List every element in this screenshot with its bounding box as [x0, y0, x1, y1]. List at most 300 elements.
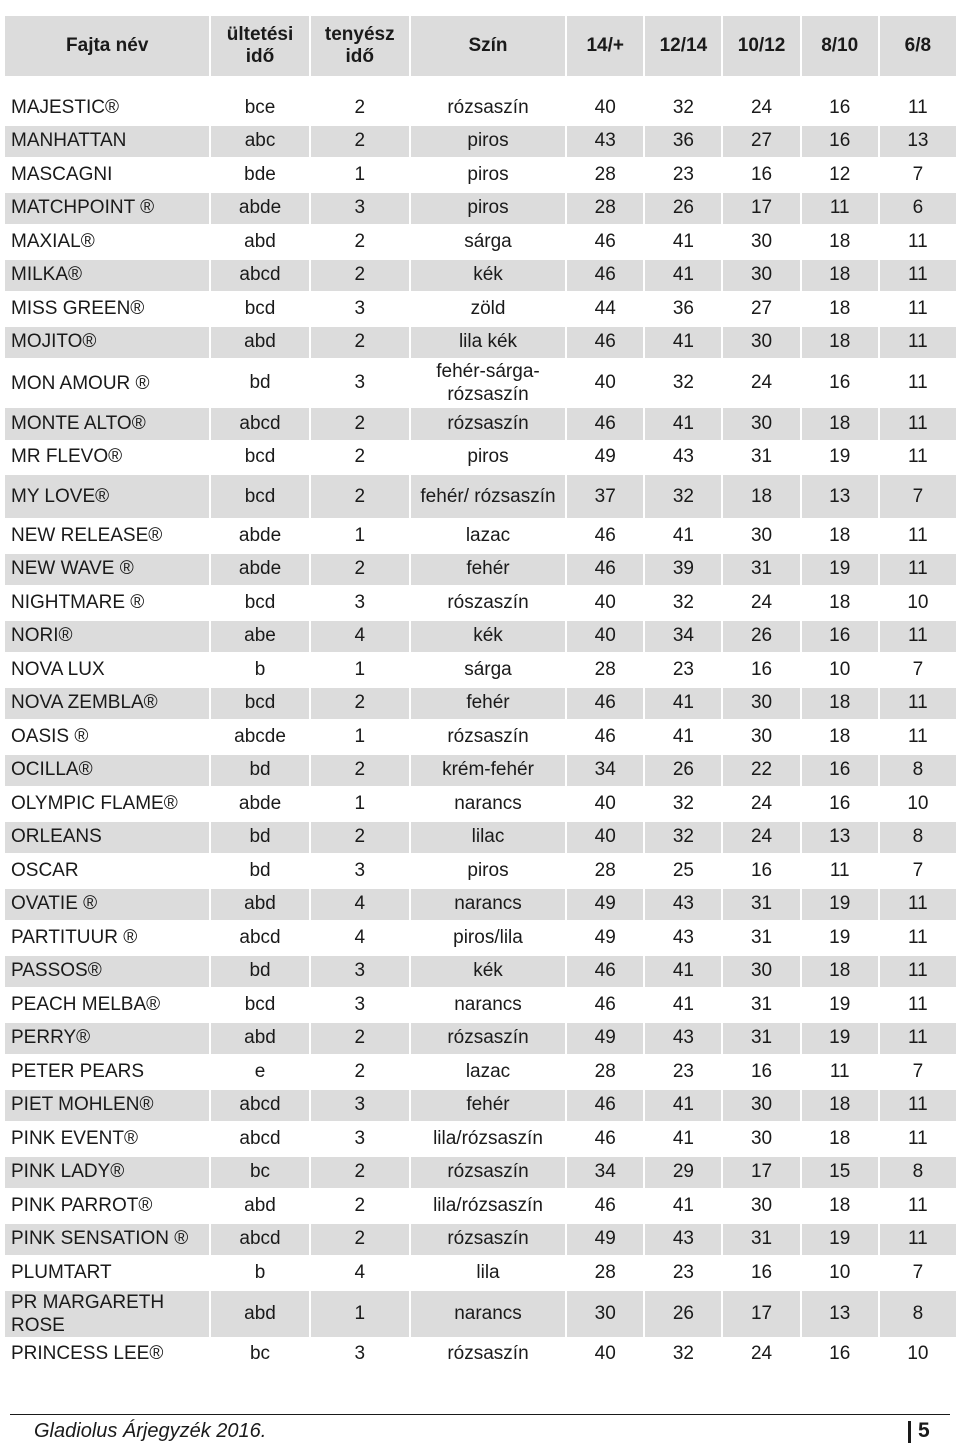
cell-size-10-12: 31	[723, 922, 799, 954]
cell-color: narancs	[411, 889, 565, 921]
cell-name: NORI®	[5, 621, 209, 653]
cell-size-14: 46	[567, 1123, 643, 1155]
cell-size-12-14: 41	[645, 520, 721, 552]
table-row	[5, 1291, 956, 1337]
page-number: 5	[918, 1419, 930, 1442]
header-row	[5, 16, 956, 76]
header-cell-planting-time: ültetési idő	[211, 16, 308, 76]
cell-size-8-10: 13	[802, 822, 878, 854]
cell-size-14: 49	[567, 1023, 643, 1055]
cell-size-14: 30	[567, 1291, 643, 1337]
cell-size-14: 34	[567, 755, 643, 787]
cell-growing-time: 3	[311, 855, 409, 887]
cell-growing-time: 2	[311, 442, 409, 474]
cell-color: rózsaszín	[411, 721, 565, 753]
cell-planting-time: bd	[211, 956, 308, 988]
cell-color: lila kék	[411, 327, 565, 359]
cell-growing-time: 2	[311, 327, 409, 359]
cell-size-6-8: 8	[880, 755, 956, 787]
cell-size-12-14: 43	[645, 922, 721, 954]
cell-growing-time: 3	[311, 293, 409, 325]
cell-size-10-12: 18	[723, 475, 799, 518]
cell-size-10-12: 26	[723, 621, 799, 653]
cell-size-8-10: 18	[802, 327, 878, 359]
cell-planting-time: abcd	[211, 260, 308, 292]
table-row	[5, 293, 956, 325]
table-row	[5, 889, 956, 921]
cell-planting-time: bcd	[211, 688, 308, 720]
cell-planting-time: abd	[211, 327, 308, 359]
cell-planting-time: bd	[211, 360, 308, 406]
cell-size-14: 40	[567, 587, 643, 619]
cell-color: sárga	[411, 654, 565, 686]
cell-color: kék	[411, 260, 565, 292]
cell-size-8-10: 16	[802, 621, 878, 653]
cell-size-10-12: 30	[723, 1090, 799, 1122]
cell-size-8-10: 12	[802, 159, 878, 191]
cell-size-6-8: 11	[880, 260, 956, 292]
cell-planting-time: b	[211, 654, 308, 686]
header-cell-size-12-14: 12/14	[645, 16, 721, 76]
cell-size-6-8: 11	[880, 520, 956, 552]
cell-name: NEW WAVE ®	[5, 554, 209, 586]
page-number-bar	[908, 1421, 911, 1443]
cell-size-12-14: 41	[645, 688, 721, 720]
cell-size-12-14: 43	[645, 442, 721, 474]
cell-growing-time: 1	[311, 721, 409, 753]
cell-planting-time: bcd	[211, 989, 308, 1021]
cell-size-14: 46	[567, 327, 643, 359]
cell-size-6-8: 11	[880, 989, 956, 1021]
cell-color: lila	[411, 1257, 565, 1289]
cell-size-12-14: 32	[645, 822, 721, 854]
cell-size-8-10: 16	[802, 126, 878, 158]
cell-size-12-14: 36	[645, 293, 721, 325]
table-row	[5, 822, 956, 854]
cell-size-6-8: 10	[880, 1339, 956, 1371]
table-row	[5, 621, 956, 653]
cell-size-8-10: 15	[802, 1157, 878, 1189]
cell-planting-time: abd	[211, 226, 308, 258]
cell-planting-time: abcd	[211, 1090, 308, 1122]
cell-color: krém-fehér	[411, 755, 565, 787]
table-row	[5, 922, 956, 954]
table-row	[5, 126, 956, 158]
cell-size-6-8: 11	[880, 1123, 956, 1155]
cell-size-8-10: 19	[802, 922, 878, 954]
cell-name: OASIS ®	[5, 721, 209, 753]
cell-size-8-10: 19	[802, 989, 878, 1021]
cell-size-8-10: 10	[802, 1257, 878, 1289]
header-cell-size-10-12: 10/12	[723, 16, 799, 76]
cell-size-14: 46	[567, 688, 643, 720]
cell-color: zöld	[411, 293, 565, 325]
cell-size-14: 40	[567, 788, 643, 820]
cell-size-10-12: 24	[723, 822, 799, 854]
cell-size-10-12: 30	[723, 520, 799, 552]
cell-name: PINK PARROT®	[5, 1190, 209, 1222]
header-cell-size-14: 14/+	[567, 16, 643, 76]
cell-size-6-8: 10	[880, 587, 956, 619]
cell-planting-time: abcde	[211, 721, 308, 753]
cell-size-8-10: 18	[802, 226, 878, 258]
cell-growing-time: 3	[311, 587, 409, 619]
cell-size-10-12: 24	[723, 587, 799, 619]
cell-color: fehér	[411, 1090, 565, 1122]
cell-size-10-12: 30	[723, 260, 799, 292]
cell-growing-time: 4	[311, 889, 409, 921]
cell-size-10-12: 17	[723, 193, 799, 225]
cell-size-10-12: 30	[723, 721, 799, 753]
cell-size-6-8: 8	[880, 1291, 956, 1337]
cell-size-10-12: 16	[723, 1257, 799, 1289]
cell-planting-time: abd	[211, 1190, 308, 1222]
table-row	[5, 260, 956, 292]
header-cell-size-6-8: 6/8	[880, 16, 956, 76]
cell-size-10-12: 30	[723, 226, 799, 258]
cell-color: piros	[411, 126, 565, 158]
cell-size-6-8: 7	[880, 475, 956, 518]
cell-color: rózsaszín	[411, 1339, 565, 1371]
cell-size-10-12: 30	[723, 1190, 799, 1222]
cell-size-8-10: 19	[802, 1023, 878, 1055]
cell-growing-time: 2	[311, 1224, 409, 1256]
table-row	[5, 520, 956, 552]
cell-planting-time: bce	[211, 92, 308, 124]
cell-growing-time: 2	[311, 822, 409, 854]
cell-name: ORLEANS	[5, 822, 209, 854]
cell-size-6-8: 7	[880, 1257, 956, 1289]
cell-size-10-12: 17	[723, 1291, 799, 1337]
cell-size-14: 40	[567, 360, 643, 406]
cell-planting-time: abcd	[211, 408, 308, 440]
cell-size-8-10: 18	[802, 520, 878, 552]
cell-size-8-10: 16	[802, 788, 878, 820]
table-row	[5, 554, 956, 586]
cell-size-12-14: 43	[645, 889, 721, 921]
table-row	[5, 475, 956, 518]
cell-name: PRINCESS LEE®	[5, 1339, 209, 1371]
cell-size-12-14: 32	[645, 587, 721, 619]
cell-growing-time: 2	[311, 408, 409, 440]
cell-size-12-14: 41	[645, 327, 721, 359]
header-cell-size-8-10: 8/10	[802, 16, 878, 76]
cell-name: MAXIAL®	[5, 226, 209, 258]
cell-size-8-10: 18	[802, 956, 878, 988]
cell-size-6-8: 11	[880, 1190, 956, 1222]
cell-name: MATCHPOINT ®	[5, 193, 209, 225]
cell-growing-time: 2	[311, 1056, 409, 1088]
cell-size-10-12: 16	[723, 855, 799, 887]
table-body	[5, 78, 956, 1370]
cell-color: piros	[411, 193, 565, 225]
cell-growing-time: 4	[311, 1257, 409, 1289]
cell-size-14: 37	[567, 475, 643, 518]
cell-size-8-10: 16	[802, 755, 878, 787]
cell-size-10-12: 16	[723, 1056, 799, 1088]
table-row	[5, 1023, 956, 1055]
cell-planting-time: b	[211, 1257, 308, 1289]
cell-size-10-12: 22	[723, 755, 799, 787]
cell-size-10-12: 24	[723, 788, 799, 820]
cell-planting-time: abde	[211, 520, 308, 552]
cell-size-8-10: 18	[802, 721, 878, 753]
cell-color: sárga	[411, 226, 565, 258]
cell-size-8-10: 18	[802, 587, 878, 619]
cell-size-8-10: 16	[802, 1339, 878, 1371]
table-row	[5, 788, 956, 820]
cell-name: NOVA ZEMBLA®	[5, 688, 209, 720]
cell-growing-time: 3	[311, 1123, 409, 1155]
cell-size-12-14: 43	[645, 1023, 721, 1055]
cell-planting-time: bcd	[211, 442, 308, 474]
table-row	[5, 989, 956, 1021]
cell-size-10-12: 30	[723, 956, 799, 988]
table-row	[5, 688, 956, 720]
cell-size-8-10: 11	[802, 193, 878, 225]
page-footer	[0, 1414, 960, 1447]
cell-size-10-12: 24	[723, 360, 799, 406]
cell-growing-time: 1	[311, 654, 409, 686]
header-cell-color: Szín	[411, 16, 565, 76]
cell-size-6-8: 11	[880, 956, 956, 988]
cell-growing-time: 2	[311, 1157, 409, 1189]
cell-growing-time: 2	[311, 126, 409, 158]
cell-name: MY LOVE®	[5, 475, 209, 518]
cell-planting-time: abe	[211, 621, 308, 653]
table-row	[5, 956, 956, 988]
cell-size-6-8: 11	[880, 889, 956, 921]
cell-size-12-14: 41	[645, 989, 721, 1021]
table-row	[5, 360, 956, 406]
table-row	[5, 1190, 956, 1222]
cell-size-14: 46	[567, 554, 643, 586]
cell-size-12-14: 23	[645, 654, 721, 686]
cell-size-8-10: 19	[802, 889, 878, 921]
cell-size-14: 46	[567, 520, 643, 552]
cell-color: narancs	[411, 788, 565, 820]
cell-size-6-8: 10	[880, 788, 956, 820]
cell-growing-time: 1	[311, 788, 409, 820]
cell-name: PETER PEARS	[5, 1056, 209, 1088]
cell-size-12-14: 41	[645, 1123, 721, 1155]
cell-color: narancs	[411, 989, 565, 1021]
cell-size-10-12: 31	[723, 1224, 799, 1256]
cell-name: NEW RELEASE®	[5, 520, 209, 552]
cell-name: PINK LADY®	[5, 1157, 209, 1189]
cell-size-10-12: 16	[723, 654, 799, 686]
cell-planting-time: abd	[211, 1291, 308, 1337]
cell-size-10-12: 31	[723, 442, 799, 474]
cell-growing-time: 2	[311, 260, 409, 292]
cell-name: PINK SENSATION ®	[5, 1224, 209, 1256]
cell-size-10-12: 16	[723, 159, 799, 191]
cell-planting-time: bd	[211, 755, 308, 787]
cell-planting-time: abcd	[211, 1224, 308, 1256]
cell-planting-time: abd	[211, 889, 308, 921]
cell-size-8-10: 18	[802, 1090, 878, 1122]
cell-size-8-10: 16	[802, 92, 878, 124]
cell-size-12-14: 32	[645, 1339, 721, 1371]
table-row	[5, 855, 956, 887]
cell-planting-time: bd	[211, 855, 308, 887]
cell-size-6-8: 11	[880, 1224, 956, 1256]
cell-size-12-14: 41	[645, 226, 721, 258]
cell-growing-time: 4	[311, 922, 409, 954]
cell-name: OSCAR	[5, 855, 209, 887]
table-row	[5, 654, 956, 686]
cell-planting-time: bcd	[211, 587, 308, 619]
cell-name: PEACH MELBA®	[5, 989, 209, 1021]
cell-size-14: 40	[567, 1339, 643, 1371]
cell-size-12-14: 26	[645, 755, 721, 787]
cell-growing-time: 1	[311, 1291, 409, 1337]
cell-size-12-14: 32	[645, 360, 721, 406]
cell-size-12-14: 41	[645, 260, 721, 292]
table-row	[5, 1056, 956, 1088]
cell-size-8-10: 18	[802, 260, 878, 292]
cell-size-12-14: 26	[645, 1291, 721, 1337]
cell-color: lazac	[411, 520, 565, 552]
footer-title: Gladiolus Árjegyzék 2016.	[34, 1420, 267, 1442]
cell-size-8-10: 18	[802, 688, 878, 720]
cell-name: MANHATTAN	[5, 126, 209, 158]
cell-size-12-14: 23	[645, 1056, 721, 1088]
cell-size-10-12: 17	[723, 1157, 799, 1189]
cell-name: MASCAGNI	[5, 159, 209, 191]
cell-size-10-12: 31	[723, 989, 799, 1021]
header-gap	[5, 78, 956, 90]
cell-size-14: 46	[567, 1090, 643, 1122]
cell-size-12-14: 41	[645, 1090, 721, 1122]
cell-color: rózsaszín	[411, 1157, 565, 1189]
cell-size-14: 46	[567, 226, 643, 258]
table-row	[5, 1123, 956, 1155]
gap-cell	[5, 78, 956, 90]
cell-growing-time: 2	[311, 688, 409, 720]
cell-size-8-10: 18	[802, 1123, 878, 1155]
table-row	[5, 193, 956, 225]
cell-size-12-14: 32	[645, 475, 721, 518]
cell-planting-time: bde	[211, 159, 308, 191]
cell-planting-time: abde	[211, 554, 308, 586]
cell-name: OVATIE ®	[5, 889, 209, 921]
table-row	[5, 159, 956, 191]
cell-size-14: 28	[567, 159, 643, 191]
cell-growing-time: 2	[311, 92, 409, 124]
cell-color: rózsaszín	[411, 1023, 565, 1055]
table-row	[5, 442, 956, 474]
cell-color: rózsaszín	[411, 92, 565, 124]
cell-size-8-10: 13	[802, 475, 878, 518]
cell-size-14: 40	[567, 92, 643, 124]
cell-size-6-8: 7	[880, 159, 956, 191]
cell-planting-time: abd	[211, 1023, 308, 1055]
price-table	[3, 14, 958, 1372]
cell-growing-time: 2	[311, 475, 409, 518]
cell-growing-time: 2	[311, 755, 409, 787]
cell-color: kék	[411, 956, 565, 988]
cell-size-14: 28	[567, 193, 643, 225]
cell-size-14: 43	[567, 126, 643, 158]
cell-planting-time: e	[211, 1056, 308, 1088]
cell-planting-time: bc	[211, 1339, 308, 1371]
cell-size-6-8: 11	[880, 922, 956, 954]
cell-size-10-12: 30	[723, 1123, 799, 1155]
cell-name: MOJITO®	[5, 327, 209, 359]
cell-color: lila/rózsaszín	[411, 1123, 565, 1155]
cell-size-10-12: 31	[723, 554, 799, 586]
cell-name: PERRY®	[5, 1023, 209, 1055]
cell-name: OLYMPIC FLAME®	[5, 788, 209, 820]
cell-size-14: 46	[567, 989, 643, 1021]
cell-name: MR FLEVO®	[5, 442, 209, 474]
cell-size-6-8: 11	[880, 293, 956, 325]
table-row	[5, 1224, 956, 1256]
table-row	[5, 408, 956, 440]
cell-size-14: 46	[567, 721, 643, 753]
cell-name: OCILLA®	[5, 755, 209, 787]
cell-planting-time: abc	[211, 126, 308, 158]
cell-size-8-10: 13	[802, 1291, 878, 1337]
cell-size-6-8: 11	[880, 408, 956, 440]
cell-size-8-10: 19	[802, 554, 878, 586]
cell-name: PIET MOHLEN®	[5, 1090, 209, 1122]
cell-size-12-14: 39	[645, 554, 721, 586]
cell-size-8-10: 19	[802, 442, 878, 474]
cell-name: MONTE ALTO®	[5, 408, 209, 440]
cell-planting-time: bd	[211, 822, 308, 854]
cell-size-6-8: 11	[880, 92, 956, 124]
cell-size-8-10: 11	[802, 1056, 878, 1088]
cell-size-12-14: 34	[645, 621, 721, 653]
cell-planting-time: abcd	[211, 1123, 308, 1155]
cell-name: NIGHTMARE ®	[5, 587, 209, 619]
cell-name: PLUMTART	[5, 1257, 209, 1289]
cell-size-12-14: 41	[645, 721, 721, 753]
cell-size-6-8: 7	[880, 654, 956, 686]
cell-color: piros	[411, 442, 565, 474]
cell-size-8-10: 16	[802, 360, 878, 406]
cell-growing-time: 1	[311, 520, 409, 552]
cell-size-6-8: 13	[880, 126, 956, 158]
cell-size-10-12: 31	[723, 1023, 799, 1055]
cell-color: piros	[411, 855, 565, 887]
table-row	[5, 1090, 956, 1122]
cell-color: rózsaszín	[411, 408, 565, 440]
cell-growing-time: 2	[311, 226, 409, 258]
cell-planting-time: bc	[211, 1157, 308, 1189]
cell-planting-time: bcd	[211, 475, 308, 518]
table-row	[5, 1257, 956, 1289]
cell-size-14: 46	[567, 408, 643, 440]
cell-size-6-8: 11	[880, 688, 956, 720]
cell-size-10-12: 24	[723, 1339, 799, 1371]
cell-color: fehér	[411, 688, 565, 720]
header-cell-growing-time: tenyész idő	[311, 16, 409, 76]
cell-name: PINK EVENT®	[5, 1123, 209, 1155]
cell-size-14: 40	[567, 822, 643, 854]
cell-growing-time: 3	[311, 1090, 409, 1122]
cell-size-8-10: 19	[802, 1224, 878, 1256]
cell-size-12-14: 41	[645, 956, 721, 988]
table-row	[5, 92, 956, 124]
cell-size-6-8: 11	[880, 1090, 956, 1122]
cell-size-6-8: 11	[880, 226, 956, 258]
cell-size-6-8: 6	[880, 193, 956, 225]
cell-size-10-12: 30	[723, 327, 799, 359]
cell-size-14: 28	[567, 855, 643, 887]
